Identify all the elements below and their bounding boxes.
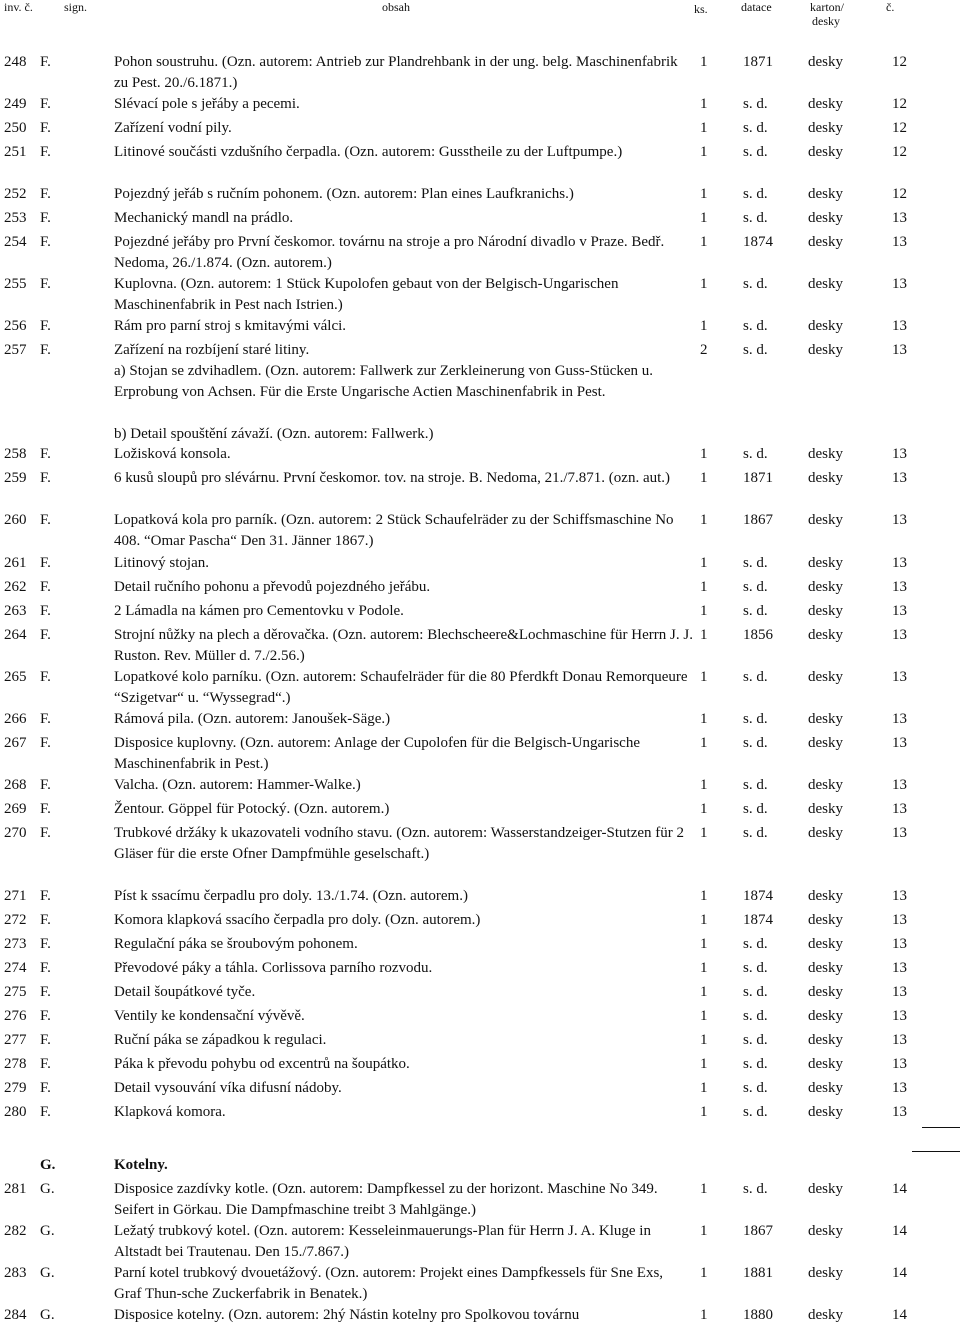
box: desky <box>808 1032 843 1048</box>
box: desky <box>808 318 843 334</box>
box-number: 13 <box>892 579 907 595</box>
inv-number: 269 <box>4 801 27 817</box>
box-number: 13 <box>892 342 907 358</box>
box-number: 13 <box>892 960 907 976</box>
signature: G. <box>40 1223 55 1239</box>
box: desky <box>808 711 843 727</box>
signature: F. <box>40 342 51 358</box>
box: desky <box>808 1307 843 1323</box>
inv-number: 252 <box>4 186 27 202</box>
inv-number: 264 <box>4 627 27 643</box>
box: desky <box>808 1080 843 1096</box>
box-number: 13 <box>892 825 907 841</box>
signature: F. <box>40 1032 51 1048</box>
date: s. d. <box>743 801 768 817</box>
date: 1867 <box>743 1223 773 1239</box>
description: Píst k ssacímu čerpadlu pro doly. 13./1.74. (Ozn. autorem.) <box>114 888 468 904</box>
pieces: 1 <box>700 984 708 1000</box>
box-number: 14 <box>892 1223 907 1239</box>
pieces: 1 <box>700 1181 708 1197</box>
divider <box>922 1127 960 1128</box>
box: desky <box>808 276 843 292</box>
date: s. d. <box>743 603 768 619</box>
description: Ležatý trubkový kotel. (Ozn. autorem: Kesseleinmauerungs-Plan für Herrn J. A. Kluge in Altstadt bei Trautenau. Den 15./7.867.) <box>114 1223 651 1260</box>
box-number: 13 <box>892 627 907 643</box>
inv-number: 275 <box>4 984 27 1000</box>
box: desky <box>808 984 843 1000</box>
description: Detail ručního pohonu a převodů pojezdného jeřábu. <box>114 579 431 595</box>
inv-number: 267 <box>4 735 27 751</box>
pieces: 1 <box>700 234 708 250</box>
date: 1874 <box>743 234 773 250</box>
pieces: 1 <box>700 912 708 928</box>
inv-number: 266 <box>4 711 27 727</box>
date: 1871 <box>743 470 773 486</box>
header-karton-desky: desky <box>812 14 840 28</box>
box-number: 13 <box>892 912 907 928</box>
signature: G. <box>40 1181 55 1197</box>
date: s. d. <box>743 579 768 595</box>
box: desky <box>808 144 843 160</box>
box-number: 12 <box>892 186 907 202</box>
description: Ruční páka se západkou k regulaci. <box>114 1032 327 1048</box>
box-number: 13 <box>892 446 907 462</box>
description: Zařízení na rozbíjení staré litiny. <box>114 342 310 358</box>
signature: F. <box>40 512 51 528</box>
pieces: 1 <box>700 669 708 685</box>
box-number: 12 <box>892 120 907 136</box>
pieces: 1 <box>700 1307 708 1323</box>
box-number: 13 <box>892 512 907 528</box>
signature: F. <box>40 888 51 904</box>
signature: F. <box>40 669 51 685</box>
description: Disposice kotelny. (Ozn. autorem: 2hý Nástin kotelny pro Spolkovou továrnu <box>114 1307 580 1323</box>
description: Komora klapková ssacího čerpadla pro doly. (Ozn. autorem.) <box>114 912 481 928</box>
inv-number: 262 <box>4 579 27 595</box>
pieces: 1 <box>700 936 708 952</box>
box-number: 13 <box>892 1056 907 1072</box>
box-number: 13 <box>892 555 907 571</box>
box-number: 14 <box>892 1307 907 1323</box>
signature: F. <box>40 186 51 202</box>
signature: F. <box>40 735 51 751</box>
description: 6 kusů sloupů pro slévárnu. První českomor. tov. na stroje. B. Nedoma, 21./7.871. (ozn. aut.) <box>114 470 671 486</box>
date: 1874 <box>743 888 773 904</box>
inv-number: 270 <box>4 825 27 841</box>
signature: F. <box>40 711 51 727</box>
box-number: 13 <box>892 603 907 619</box>
signature: G. <box>40 1307 55 1323</box>
signature: F. <box>40 627 51 643</box>
box-number: 14 <box>892 1181 907 1197</box>
description: Slévací pole s jeřáby a pecemi. <box>114 96 300 112</box>
inv-number: 253 <box>4 210 27 226</box>
box: desky <box>808 342 843 358</box>
description: Disposice zazdívky kotle. (Ozn. autorem: Dampfkessel zu der horizont. Maschine No 349. Seifert in Görkau. Die Dampfmaschine treibt 3 Mahlgänge.) <box>114 1181 658 1218</box>
box: desky <box>808 912 843 928</box>
pieces: 1 <box>700 579 708 595</box>
box-number: 13 <box>892 1080 907 1096</box>
description: Pohon soustruhu. (Ozn. autorem: Antrieb zur Plandrehbank in der ung. belg. Maschinenfabrik zu Pest. 20./6.1871.) <box>114 54 678 91</box>
divider <box>912 1151 960 1152</box>
date: s. d. <box>743 1032 768 1048</box>
inv-number: 251 <box>4 144 27 160</box>
date: s. d. <box>743 960 768 976</box>
signature: F. <box>40 984 51 1000</box>
box: desky <box>808 470 843 486</box>
pieces: 2 <box>700 342 708 358</box>
signature: F. <box>40 603 51 619</box>
pieces: 1 <box>700 735 708 751</box>
pieces: 1 <box>700 1223 708 1239</box>
date: s. d. <box>743 186 768 202</box>
box: desky <box>808 801 843 817</box>
signature: F. <box>40 825 51 841</box>
box-number: 13 <box>892 234 907 250</box>
pieces: 1 <box>700 210 708 226</box>
description: Lopatkové kolo parníku. (Ozn. autorem: Schaufelräder für die 80 Pferdkft Donau Remorqueure “Szigetvar“ u. “Wyssegrad“.) <box>114 669 688 706</box>
description-sub-b: b) Detail spouštění závaží. (Ozn. autorem: Fallwerk.) <box>114 426 434 442</box>
inv-number: 255 <box>4 276 27 292</box>
pieces: 1 <box>700 512 708 528</box>
box: desky <box>808 627 843 643</box>
box: desky <box>808 777 843 793</box>
description: Parní kotel trubkový dvouetážový. (Ozn. autorem: Projekt eines Dampfkessels für Sne Exs, Graf Thun-sche Zuckerfabrik in Benatek.) <box>114 1265 664 1302</box>
box: desky <box>808 96 843 112</box>
box: desky <box>808 1265 843 1281</box>
pieces: 1 <box>700 1265 708 1281</box>
signature: F. <box>40 96 51 112</box>
box: desky <box>808 120 843 136</box>
inv-number: 283 <box>4 1265 27 1281</box>
box-number: 13 <box>892 669 907 685</box>
description: Ložisková konsola. <box>114 446 231 462</box>
signature: F. <box>40 120 51 136</box>
inv-number: 277 <box>4 1032 27 1048</box>
inv-number: 263 <box>4 603 27 619</box>
box-number: 13 <box>892 318 907 334</box>
date: s. d. <box>743 825 768 841</box>
inv-number: 280 <box>4 1104 27 1120</box>
box: desky <box>808 54 843 70</box>
inv-number: 268 <box>4 777 27 793</box>
signature: F. <box>40 1008 51 1024</box>
box: desky <box>808 579 843 595</box>
inv-number: 260 <box>4 512 27 528</box>
date: s. d. <box>743 711 768 727</box>
date: 1880 <box>743 1307 773 1323</box>
inv-number: 257 <box>4 342 27 358</box>
inv-number: 250 <box>4 120 27 136</box>
inv-number: 281 <box>4 1181 27 1197</box>
inv-number: 258 <box>4 446 27 462</box>
pieces: 1 <box>700 1056 708 1072</box>
date: s. d. <box>743 936 768 952</box>
pieces: 1 <box>700 186 708 202</box>
date: s. d. <box>743 446 768 462</box>
box-number: 13 <box>892 1008 907 1024</box>
date: s. d. <box>743 1080 768 1096</box>
inv-number: 271 <box>4 888 27 904</box>
box: desky <box>808 186 843 202</box>
date: 1856 <box>743 627 773 643</box>
description: Detail vysouvání víka difusní nádoby. <box>114 1080 342 1096</box>
section-sign: G. <box>40 1157 56 1173</box>
inv-number: 284 <box>4 1307 27 1323</box>
description: Lopatková kola pro parník. (Ozn. autorem: 2 Stück Schaufelräder zu der Schiffsmaschine No 408. “Omar Pascha“ Den 31. Jänner 1867.) <box>114 512 674 549</box>
signature: F. <box>40 801 51 817</box>
header-cislo: č. <box>886 0 895 14</box>
inv-number: 279 <box>4 1080 27 1096</box>
table-header <box>0 0 960 30</box>
description: Rám pro parní stroj s kmitavými válci. <box>114 318 347 334</box>
box-number: 13 <box>892 470 907 486</box>
inv-number: 274 <box>4 960 27 976</box>
date: s. d. <box>743 1056 768 1072</box>
description: Litinový stojan. <box>114 555 209 571</box>
section-title: Kotelny. <box>114 1157 168 1173</box>
date: s. d. <box>743 276 768 292</box>
box: desky <box>808 1223 843 1239</box>
pieces: 1 <box>700 1104 708 1120</box>
box: desky <box>808 669 843 685</box>
pieces: 1 <box>700 603 708 619</box>
date: s. d. <box>743 555 768 571</box>
description: Litinové součásti vzdušního čerpadla. (Ozn. autorem: Gusstheile zu der Luftpumpe.) <box>114 144 623 160</box>
signature: F. <box>40 318 51 334</box>
date: 1874 <box>743 912 773 928</box>
box-number: 12 <box>892 144 907 160</box>
signature: F. <box>40 144 51 160</box>
box: desky <box>808 888 843 904</box>
pieces: 1 <box>700 1080 708 1096</box>
pieces: 1 <box>700 555 708 571</box>
box-number: 13 <box>892 210 907 226</box>
box: desky <box>808 825 843 841</box>
description: Klapková komora. <box>114 1104 226 1120</box>
box: desky <box>808 234 843 250</box>
description: Mechanický mandl na prádlo. <box>114 210 294 226</box>
description: Zařízení vodní pily. <box>114 120 232 136</box>
description: Pojezdný jeřáb s ručním pohonem. (Ozn. autorem: Plan eines Laufkranichs.) <box>114 186 574 202</box>
inv-number: 278 <box>4 1056 27 1072</box>
description: Ventily ke kondensační vývěvě. <box>114 1008 305 1024</box>
date: s. d. <box>743 318 768 334</box>
description: Páka k převodu pohybu od excentrů na šoupátko. <box>114 1056 410 1072</box>
signature: G. <box>40 1265 55 1281</box>
description-sub-a: a) Stojan se zdvihadlem. (Ozn. autorem: Fallwerk zur Zerkleinerung von Guss-Stücken u. Erprobung von Achsen. Für die Erste Ungarische Actien Maschinenfabrik in Pest. <box>114 363 654 400</box>
description: Pojezdné jeřáby pro První českomor. továrnu na stroje a pro Národní divadlo v Praze. Bedř. Nedoma, 26./1.874. (Ozn. autorem.) <box>114 234 665 271</box>
signature: F. <box>40 210 51 226</box>
header-karton: karton/ <box>810 0 844 14</box>
pieces: 1 <box>700 825 708 841</box>
description: Žentour. Göppel für Potocký. (Ozn. autorem.) <box>114 801 390 817</box>
inv-number: 248 <box>4 54 27 70</box>
pieces: 1 <box>700 1008 708 1024</box>
description: Valcha. (Ozn. autorem: Hammer-Walke.) <box>114 777 361 793</box>
date: s. d. <box>743 1104 768 1120</box>
box: desky <box>808 446 843 462</box>
pieces: 1 <box>700 120 708 136</box>
pieces: 1 <box>700 1032 708 1048</box>
box: desky <box>808 603 843 619</box>
header-datace: datace <box>741 0 772 14</box>
box-number: 14 <box>892 1265 907 1281</box>
pieces: 1 <box>700 777 708 793</box>
box: desky <box>808 512 843 528</box>
signature: F. <box>40 276 51 292</box>
box-number: 12 <box>892 96 907 112</box>
header-sign: sign. <box>64 0 88 14</box>
date: s. d. <box>743 777 768 793</box>
inv-number: 261 <box>4 555 27 571</box>
pieces: 1 <box>700 446 708 462</box>
box-number: 13 <box>892 984 907 1000</box>
description: Disposice kuplovny. (Ozn. autorem: Anlage der Cupolofen für die Belgisch-Ungarische Maschinenfabrik in Pest.) <box>114 735 640 772</box>
signature: F. <box>40 1056 51 1072</box>
description: Rámová pila. (Ozn. autorem: Janoušek-Säge.) <box>114 711 391 727</box>
signature: F. <box>40 1080 51 1096</box>
date: s. d. <box>743 96 768 112</box>
date: s. d. <box>743 210 768 226</box>
signature: F. <box>40 936 51 952</box>
date: s. d. <box>743 669 768 685</box>
signature: F. <box>40 912 51 928</box>
pieces: 1 <box>700 711 708 727</box>
date: s. d. <box>743 1181 768 1197</box>
signature: F. <box>40 555 51 571</box>
box: desky <box>808 1181 843 1197</box>
inv-number: 282 <box>4 1223 27 1239</box>
date: 1867 <box>743 512 773 528</box>
signature: F. <box>40 1104 51 1120</box>
box-number: 13 <box>892 1104 907 1120</box>
description: Regulační páka se šroubovým pohonem. <box>114 936 358 952</box>
pieces: 1 <box>700 54 708 70</box>
header-inv: inv. č. <box>4 0 33 14</box>
pieces: 1 <box>700 801 708 817</box>
box: desky <box>808 735 843 751</box>
inv-number: 249 <box>4 96 27 112</box>
box: desky <box>808 1008 843 1024</box>
date: s. d. <box>743 342 768 358</box>
description: Kuplovna. (Ozn. autorem: 1 Stück Kupolofen gebaut von der Belgisch-Ungarischen Maschinenfabrik in Pest nach Istrien.) <box>114 276 619 313</box>
date: 1881 <box>743 1265 773 1281</box>
description: Převodové páky a táhla. Corlissova parního rozvodu. <box>114 960 433 976</box>
inv-number: 276 <box>4 1008 27 1024</box>
signature: F. <box>40 54 51 70</box>
date: 1871 <box>743 54 773 70</box>
signature: F. <box>40 470 51 486</box>
signature: F. <box>40 446 51 462</box>
pieces: 1 <box>700 318 708 334</box>
box-number: 13 <box>892 711 907 727</box>
pieces: 1 <box>700 888 708 904</box>
box-number: 13 <box>892 888 907 904</box>
header-ks: ks. <box>694 2 708 16</box>
date: s. d. <box>743 144 768 160</box>
inv-number: 259 <box>4 470 27 486</box>
signature: F. <box>40 960 51 976</box>
box: desky <box>808 936 843 952</box>
date: s. d. <box>743 735 768 751</box>
box-number: 12 <box>892 54 907 70</box>
header-obsah: obsah <box>382 0 410 14</box>
box: desky <box>808 1056 843 1072</box>
box: desky <box>808 210 843 226</box>
pieces: 1 <box>700 627 708 643</box>
box: desky <box>808 1104 843 1120</box>
pieces: 1 <box>700 960 708 976</box>
pieces: 1 <box>700 276 708 292</box>
date: s. d. <box>743 120 768 136</box>
inv-number: 273 <box>4 936 27 952</box>
pieces: 1 <box>700 470 708 486</box>
inv-number: 254 <box>4 234 27 250</box>
box-number: 13 <box>892 1032 907 1048</box>
inv-number: 256 <box>4 318 27 334</box>
inv-number: 265 <box>4 669 27 685</box>
description: Strojní nůžky na plech a děrovačka. (Ozn. autorem: Blechscheere&Lochmaschine für Herrn J. J. Ruston. Rev. Müller d. 7./2.56.) <box>114 627 693 664</box>
signature: F. <box>40 579 51 595</box>
box-number: 13 <box>892 777 907 793</box>
pieces: 1 <box>700 96 708 112</box>
description: 2 Lámadla na kámen pro Cementovku v Podole. <box>114 603 404 619</box>
box-number: 13 <box>892 936 907 952</box>
box-number: 13 <box>892 801 907 817</box>
description: Detail šoupátkové tyče. <box>114 984 256 1000</box>
date: s. d. <box>743 1008 768 1024</box>
inv-number: 272 <box>4 912 27 928</box>
date: s. d. <box>743 984 768 1000</box>
box: desky <box>808 555 843 571</box>
signature: F. <box>40 234 51 250</box>
box-number: 13 <box>892 276 907 292</box>
box-number: 13 <box>892 735 907 751</box>
box: desky <box>808 960 843 976</box>
signature: F. <box>40 777 51 793</box>
description: Trubkové držáky k ukazovateli vodního stavu. (Ozn. autorem: Wasserstandzeiger-Stutzen für 2 Gläser für die erste Ofner Dampfmühle geselschaft.) <box>114 825 685 862</box>
pieces: 1 <box>700 144 708 160</box>
